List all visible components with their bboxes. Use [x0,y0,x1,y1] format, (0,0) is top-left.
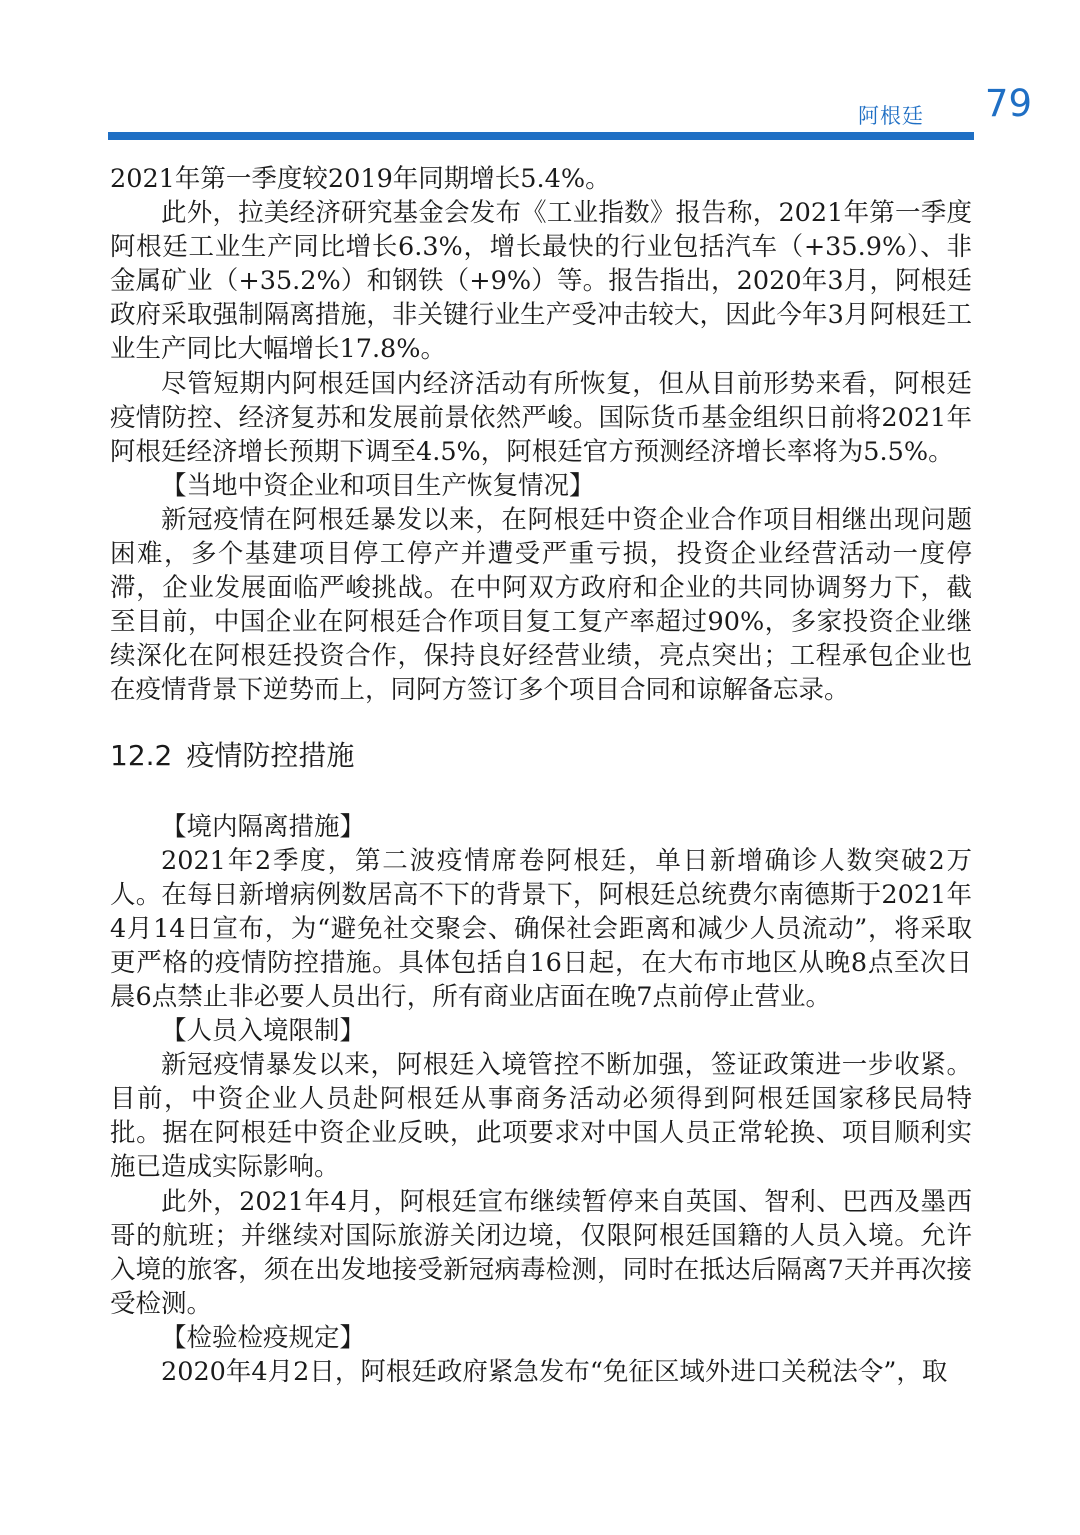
paragraph: 尽管短期内阿根廷国内经济活动有所恢复，但从目前形势来看，阿根廷疫情防控、经济复苏和发展前景依然严峻。国际货币基金组织日前将2021年阿根廷经济增长预期下调至4.5%，阿根廷官方预测经济增长率将为5.5%。 [110,368,972,467]
subheading: 【当地中资企业和项目生产恢复情况】 [161,470,595,501]
section-heading [110,738,972,774]
paragraph: 此外，拉美经济研究基金会发布《工业指数》报告称，2021年第一季度阿根廷工业生产同比增长6.3%，增长最快的行业包括汽车（+35.9%）、非金属矿业（+35.2%）和钢铁（+9%）等。报告指出，2020年3月，阿根廷政府采取强制隔离措施，非关键行业生产受冲击较大，因此今年3月阿根廷工业生产同比大幅增长17.8%。 [110,198,972,365]
header-rule [108,132,974,140]
subheading: 【境内隔离措施】 [161,811,366,842]
paragraph: 2021年2季度，第二波疫情席卷阿根廷，单日新增确诊人数突破2万人。在每日新增病例数居高不下的背景下，阿根廷总统费尔南德斯于2021年4月14日宣布，为“避免社交聚会、确保社会距离和减少人员流动”，将采取更严格的疫情防控措施。具体包括自16日起，在大布市地区从晚8点至次日晨6点禁止非必要人员出行，所有商业店面在晚7点前停止营业。 [110,845,972,1012]
page-number: 79 [984,82,1032,125]
paragraph: 新冠疫情暴发以来，阿根廷入境管控不断加强，签证政策进一步收紧。目前，中资企业人员赴阿根廷从事商务活动必须得到阿根廷国家移民局特批。据在阿根廷中资企业反映，此项要求对中国人员正常轮换、项目顺利实施已造成实际影响。 [110,1050,972,1183]
running-title: 阿根廷 [858,104,924,128]
subheading: 【人员入境限制】 [161,1016,366,1047]
section-title: 疫情防控措施 [186,738,355,772]
page-content [110,162,972,1389]
paragraph: 此外，2021年4月，阿根廷宣布继续暂停来自英国、智利、巴西及墨西哥的航班；并继续对国际旅游关闭边境，仅限阿根廷国籍的人员入境。允许入境的旅客，须在出发地接受新冠病毒检测，同时在抵达后隔离7天并再次接受检测。 [110,1186,972,1319]
paragraph: 2020年4月2日，阿根廷政府紧急发布“免征区域外进口关税法令”，取 [161,1357,948,1387]
page-header [108,82,1032,140]
paragraph: 新冠疫情在阿根廷暴发以来，在阿根廷中资企业合作项目相继出现问题困难，多个基建项目停工停产并遭受严重亏损，投资企业经营活动一度停滞，企业发展面临严峻挑战。在中阿双方政府和企业的共同协调努力下，截至目前，中国企业在阿根廷合作项目复工复产率超过90%，多家投资企业继续深化在阿根廷投资合作，保持良好经营业绩，亮点突出；工程承包企业也在疫情背景下逆势而上，同阿方签订多个项目合同和谅解备忘录。 [110,504,972,706]
paragraph: 2021年第一季度较2019年同期增长5.4%。 [110,164,611,194]
section-number: 12.2 [110,738,173,772]
subheading: 【检验检疫规定】 [161,1322,366,1353]
